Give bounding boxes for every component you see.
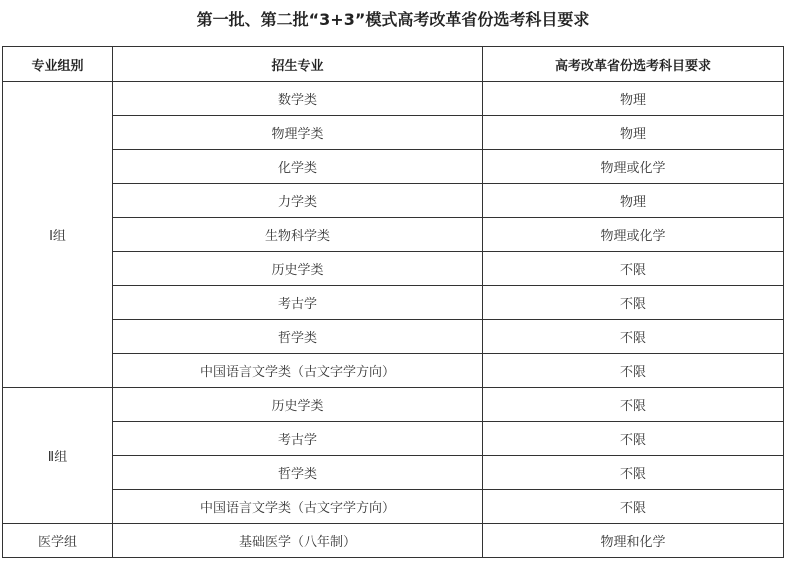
requirement-cell: 不限 [483, 286, 784, 320]
requirement-cell: 不限 [483, 252, 784, 286]
table-row [3, 388, 784, 422]
table-row [3, 456, 784, 490]
requirements-table [2, 46, 784, 558]
requirement-cell: 物理 [483, 82, 784, 116]
major-cell: 历史学类 [113, 388, 483, 422]
requirement-cell: 物理或化学 [483, 218, 784, 252]
requirement-cell: 不限 [483, 320, 784, 354]
group-cell: Ⅰ组 [3, 82, 113, 388]
requirement-cell: 不限 [483, 456, 784, 490]
header-major: 招生专业 [113, 47, 483, 82]
requirement-cell: 物理 [483, 184, 784, 218]
table-row [3, 490, 784, 524]
major-cell: 生物科学类 [113, 218, 483, 252]
table-header-row [3, 47, 784, 82]
table-row [3, 286, 784, 320]
group-cell: Ⅱ组 [3, 388, 113, 524]
table-row [3, 252, 784, 286]
major-cell: 中国语言文学类（古文字学方向） [113, 354, 483, 388]
major-cell: 化学类 [113, 150, 483, 184]
table-row [3, 218, 784, 252]
major-cell: 基础医学（八年制） [113, 524, 483, 558]
header-requirement: 高考改革省份选考科目要求 [483, 47, 784, 82]
requirement-cell: 物理 [483, 116, 784, 150]
requirement-cell: 物理或化学 [483, 150, 784, 184]
requirement-cell: 物理和化学 [483, 524, 784, 558]
group-cell: 医学组 [3, 524, 113, 558]
major-cell: 考古学 [113, 286, 483, 320]
requirement-cell: 不限 [483, 388, 784, 422]
major-cell: 考古学 [113, 422, 483, 456]
table-row [3, 320, 784, 354]
major-cell: 历史学类 [113, 252, 483, 286]
page-title: 第一批、第二批“3+3”模式高考改革省份选考科目要求 [196, 10, 590, 29]
table-row [3, 524, 784, 558]
table-row [3, 422, 784, 456]
table-row [3, 184, 784, 218]
requirement-cell: 不限 [483, 354, 784, 388]
major-cell: 哲学类 [113, 456, 483, 490]
table-row [3, 354, 784, 388]
major-cell: 物理学类 [113, 116, 483, 150]
major-cell: 哲学类 [113, 320, 483, 354]
major-cell: 数学类 [113, 82, 483, 116]
table-row [3, 150, 784, 184]
requirement-cell: 不限 [483, 490, 784, 524]
major-cell: 中国语言文学类（古文字学方向） [113, 490, 483, 524]
table-row [3, 116, 784, 150]
requirement-cell: 不限 [483, 422, 784, 456]
header-group: 专业组别 [3, 47, 113, 82]
table-row [3, 82, 784, 116]
major-cell: 力学类 [113, 184, 483, 218]
